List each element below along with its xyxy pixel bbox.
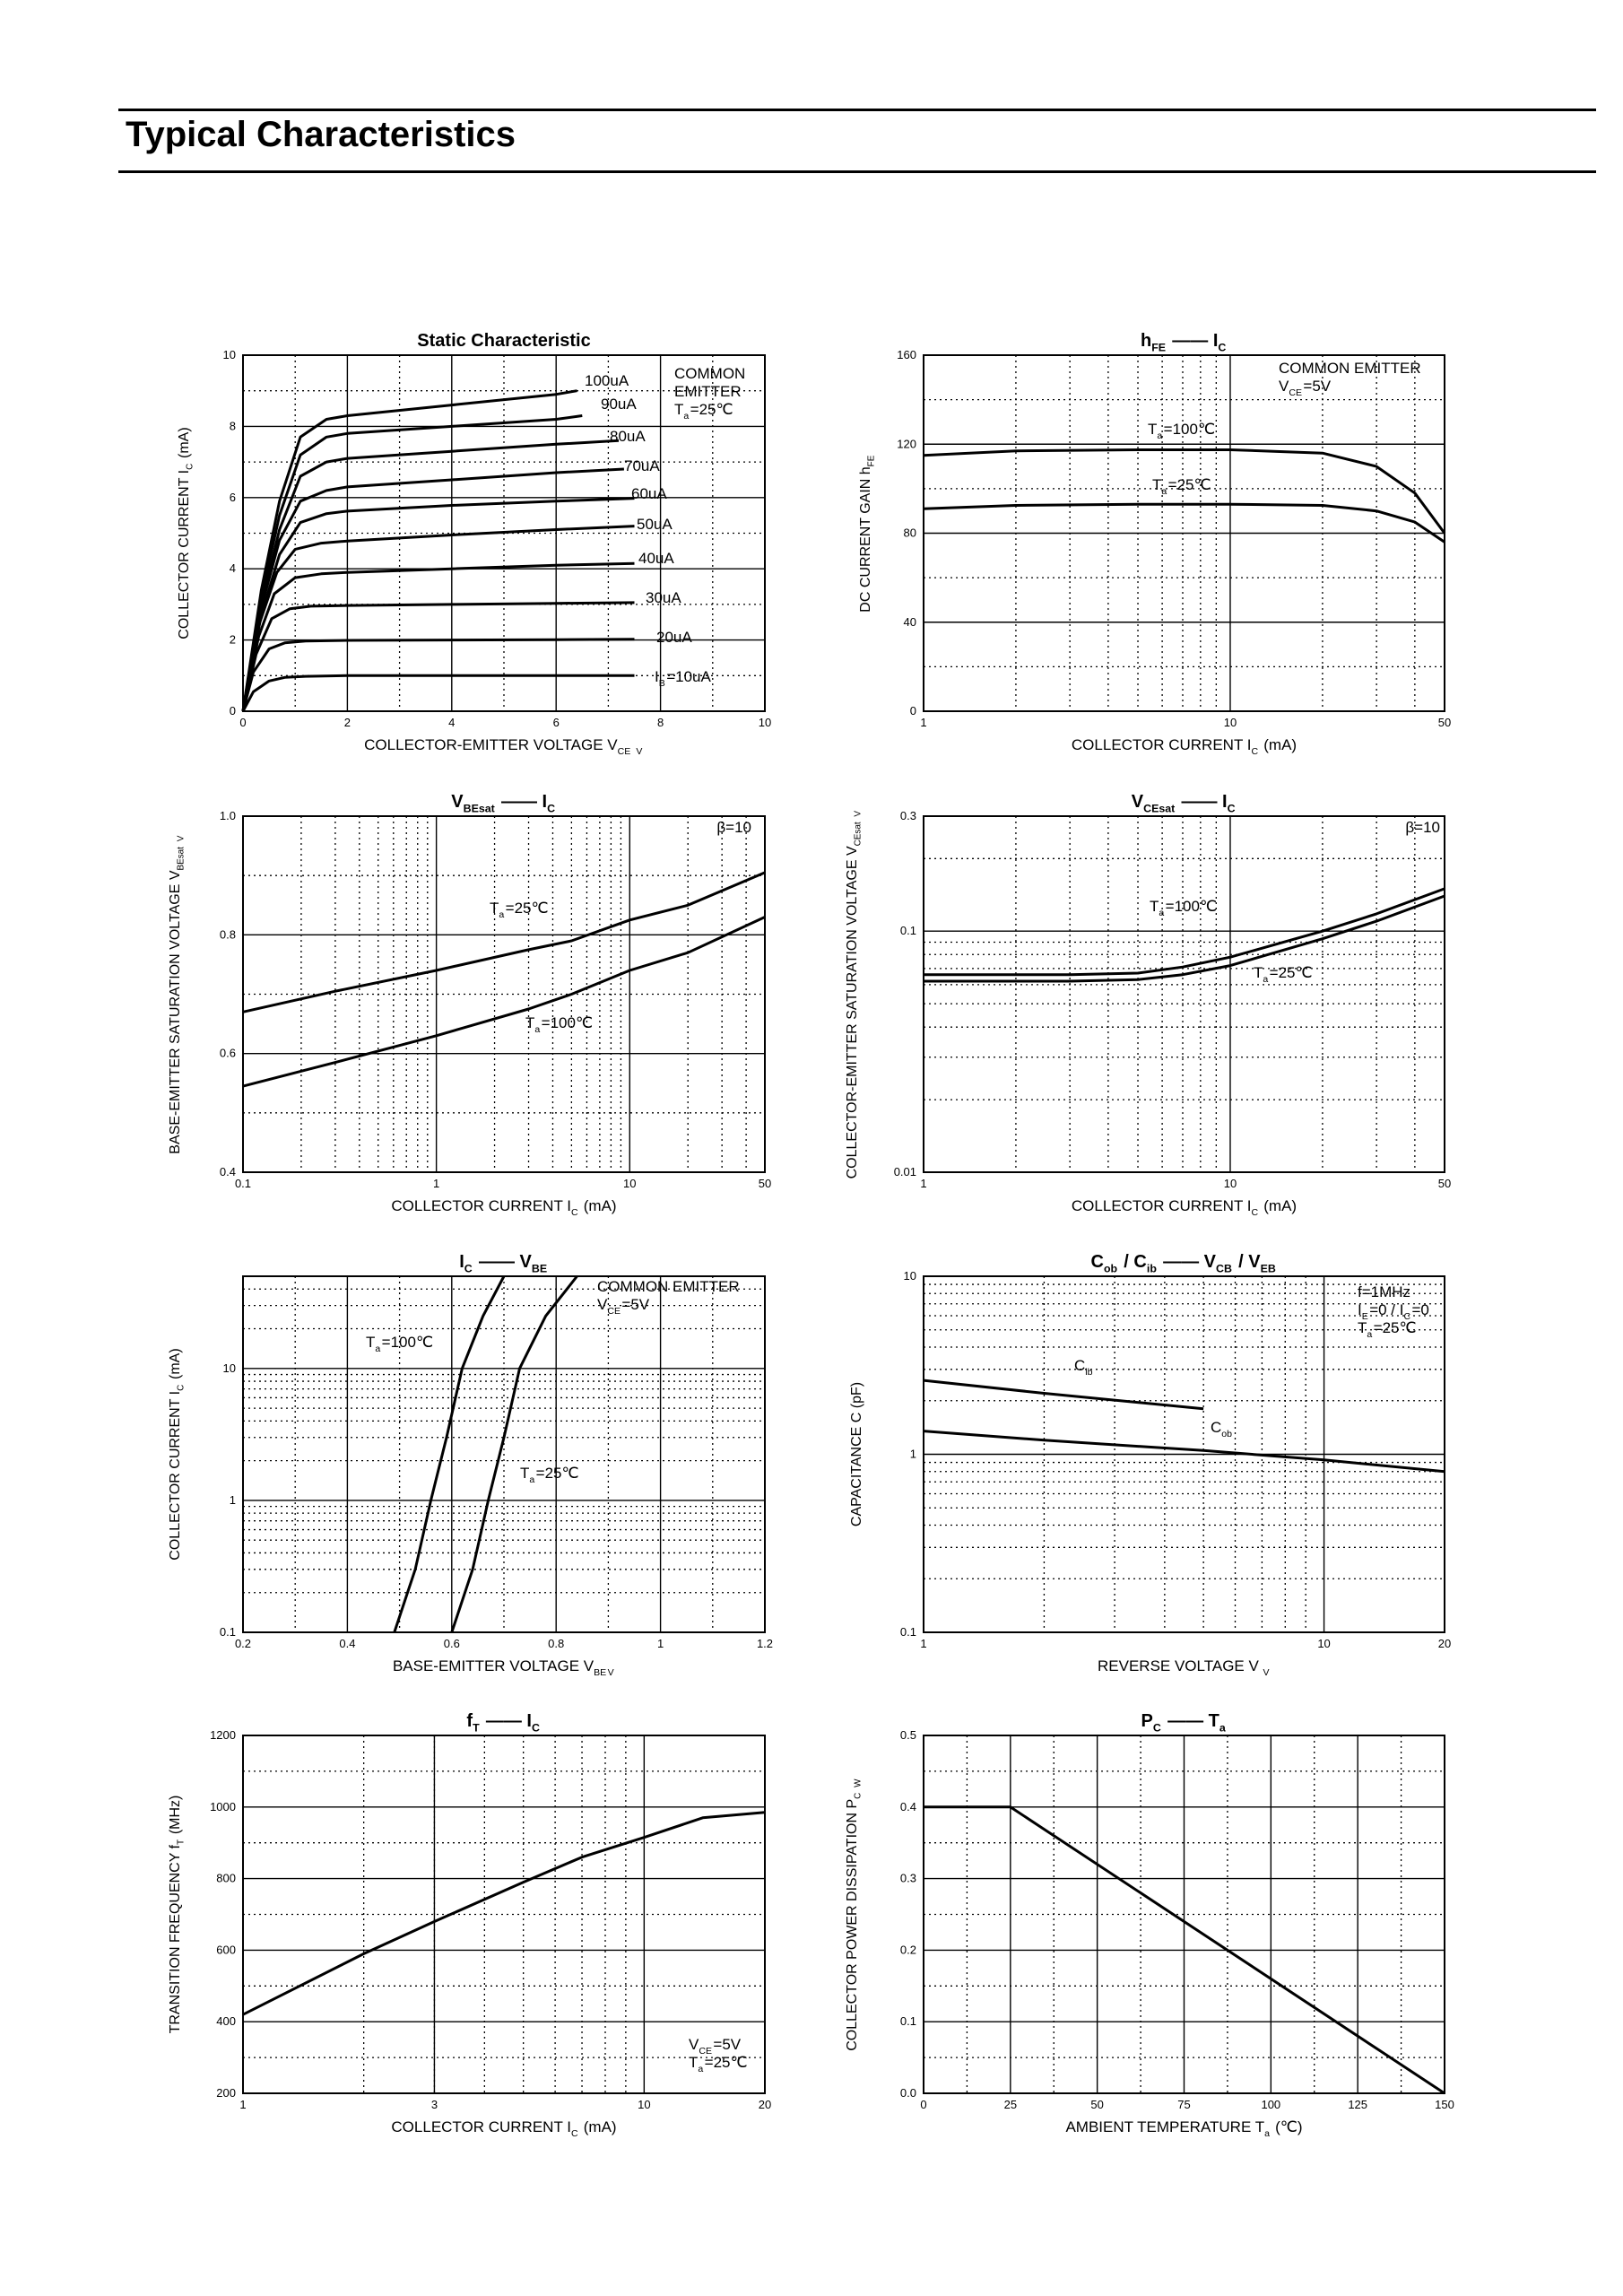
x-tick-label: 125: [1348, 2098, 1368, 2111]
chart-title: Static Characteristic: [417, 331, 591, 351]
x-tick-label: 50: [758, 1177, 772, 1190]
x-tick-label: 0: [239, 716, 247, 729]
series-line: [452, 1276, 577, 1632]
x-axis-label: AMBIENT TEMPERATURE $T_a$ (℃): [1065, 2118, 1303, 2139]
x-axis-label: COLLECTOR CURRENT $I_C$ (mA): [1071, 736, 1298, 757]
x-tick-label: 50: [1437, 716, 1452, 729]
chart-title: $P_C$ —— $T_a$: [1141, 1711, 1226, 1735]
x-tick-label: 1.2: [756, 1637, 774, 1650]
legend-text: $V_{CE}$ =5V: [597, 1296, 650, 1317]
x-tick-label: 50: [1437, 1177, 1452, 1190]
y-tick-label: 0.8: [219, 927, 236, 942]
y-tick-label: 160: [897, 348, 916, 361]
series-label: $T_a$ =25℃: [490, 900, 549, 920]
x-axis-label: COLLECTOR-EMITTER VOLTAGE $V_{CE}$ $_V$: [364, 736, 643, 757]
x-tick-label: 10: [1223, 1177, 1237, 1190]
x-axis-label: BASE-EMITTER VOLTAGE $V_{BE}$ $_V$: [392, 1657, 614, 1678]
x-tick-label: 4: [448, 716, 456, 729]
series-label: $T_a$ =100℃: [525, 1014, 594, 1035]
y-tick-label: 0.2: [899, 1943, 916, 1957]
y-tick-label: 10: [222, 348, 236, 361]
series-label: 60uA: [631, 485, 667, 502]
x-tick-label: 100: [1261, 2098, 1281, 2111]
y-tick-label: 1.0: [219, 809, 236, 822]
legend-text: $I_E$ $=0 / I_C$ =0: [1358, 1301, 1429, 1322]
y-tick-label: 0.01: [893, 1165, 916, 1178]
legend-text: β=10: [716, 819, 751, 836]
chart-title: $V_{BEsat}$ —— $I_C$: [451, 792, 556, 815]
y-tick-label: 8: [229, 419, 236, 433]
legend-text: COMMON EMITTER: [597, 1278, 740, 1295]
y-axis-label: DC CURRENT GAIN $h_{FE}$: [858, 455, 877, 613]
x-tick-label: 8: [656, 716, 664, 729]
x-axis-label: COLLECTOR CURRENT $I_C$ (mA): [1071, 1197, 1298, 1218]
y-tick-label: 800: [216, 1871, 236, 1885]
chart-title: $h_{FE}$ —— $I_C$: [1140, 331, 1227, 354]
series-label: $T_a$ =100℃: [366, 1334, 434, 1354]
chart-title: $I_C$ —— $V_{BE}$: [459, 1252, 548, 1275]
y-tick-label: 0.5: [899, 1728, 916, 1742]
y-tick-label: 6: [229, 490, 236, 504]
series-label: 20uA: [656, 629, 692, 646]
legend-text: COMMON: [674, 365, 746, 382]
y-tick-label: 2: [229, 632, 236, 647]
x-tick-label: 50: [1090, 2098, 1104, 2111]
y-tick-label: 400: [216, 2014, 236, 2029]
x-tick-label: 0.1: [234, 1177, 252, 1190]
y-axis-label: COLLECTOR POWER DISSIPATION $P_C$ $_W$: [845, 1779, 864, 2051]
y-tick-label: 40: [903, 614, 916, 629]
series-line: [924, 1431, 1445, 1472]
x-tick-label: 10: [623, 1177, 637, 1190]
plot-frame: [243, 1735, 765, 2093]
y-tick-label: 80: [903, 526, 916, 540]
y-tick-label: 1: [909, 1447, 916, 1461]
series-label: $I_B$ =10uA: [655, 668, 711, 689]
x-axis-label: REVERSE VOLTAGE V $_V$: [1098, 1657, 1270, 1678]
chart-title: $V_{CEsat}$ —— $I_C$: [1131, 792, 1236, 815]
series-line: [243, 526, 635, 711]
series-label: 50uA: [637, 516, 673, 533]
x-tick-label: 6: [552, 716, 560, 729]
series-line: [243, 563, 635, 711]
x-tick-label: 20: [758, 2098, 772, 2111]
y-tick-label: 0.1: [899, 2014, 916, 2029]
series-label: 30uA: [646, 589, 681, 606]
series-label: 100uA: [585, 372, 629, 389]
x-tick-label: 1: [239, 2098, 247, 2111]
y-tick-label: 4: [229, 561, 236, 576]
y-tick-label: 200: [216, 2086, 236, 2100]
chart-title: $f_T$ —— $I_C$: [466, 1711, 540, 1735]
series-label: 90uA: [601, 396, 637, 413]
y-tick-label: 1: [229, 1492, 236, 1507]
plot-frame: [924, 816, 1445, 1172]
series-label: $T_a$ =100℃: [1150, 898, 1218, 918]
y-tick-label: 0.1: [219, 1625, 236, 1639]
series-label: 70uA: [624, 457, 660, 474]
x-tick-label: 25: [1003, 2098, 1018, 2111]
y-tick-label: 10: [222, 1361, 236, 1375]
series-label: $C_{ob}$: [1211, 1419, 1232, 1439]
x-tick-label: 0.6: [443, 1637, 460, 1650]
y-tick-label: 0.4: [219, 1165, 236, 1178]
x-tick-label: 0.2: [234, 1637, 252, 1650]
series-line: [924, 1380, 1203, 1409]
y-axis-label: COLLECTOR CURRENT $I_C$ (mA): [177, 427, 195, 639]
series-label: 80uA: [610, 428, 646, 445]
y-axis-label: TRANSITION FREQUENCY $f_T$ (MHz): [168, 1795, 187, 2034]
y-tick-label: 0.1: [899, 1625, 916, 1639]
legend-text: $T_a$ =25℃: [1358, 1319, 1417, 1340]
x-tick-label: 3: [430, 2098, 438, 2111]
x-tick-label: 2: [343, 716, 352, 729]
y-tick-label: 1200: [210, 1728, 236, 1742]
series-line: [243, 1813, 765, 2014]
x-tick-label: 10: [1223, 716, 1237, 729]
x-tick-label: 10: [638, 2098, 651, 2111]
y-tick-label: 0.0: [899, 2086, 916, 2100]
series-label: $T_a$ =25℃: [1152, 476, 1211, 497]
legend-text: COMMON EMITTER: [1279, 360, 1421, 377]
series-line: [243, 918, 765, 1087]
x-tick-label: 75: [1177, 2098, 1191, 2111]
x-tick-label: 150: [1435, 2098, 1454, 2111]
x-tick-label: 0.8: [548, 1637, 565, 1650]
y-axis-label: BASE-EMITTER SATURATION VOLTAGE $V_{BEsat}$ $_V$: [168, 835, 187, 1154]
series-line: [243, 873, 765, 1012]
y-tick-label: 0.3: [899, 1871, 916, 1885]
series-line: [395, 1276, 504, 1632]
series-label: $T_a$ =100℃: [1148, 421, 1216, 441]
y-tick-label: 0.1: [899, 924, 916, 938]
page-title: Typical Characteristics: [126, 115, 516, 154]
y-tick-label: 0.3: [899, 809, 916, 822]
y-axis-label: COLLECTOR-EMITTER SATURATION VOLTAGE $V_{CEsat}$ $_V$: [845, 810, 864, 1179]
series-label: $C_{ib}$: [1074, 1357, 1093, 1378]
y-tick-label: 10: [903, 1269, 916, 1283]
x-tick-label: 1: [920, 1637, 927, 1650]
y-tick-label: 0.6: [219, 1046, 236, 1060]
series-label: $T_a$ =25℃: [1254, 964, 1313, 985]
y-tick-label: 120: [897, 437, 916, 451]
x-tick-label: 1: [433, 1177, 440, 1190]
y-tick-label: 0: [909, 704, 916, 718]
x-tick-label: 10: [758, 716, 772, 729]
legend-text: $T_a$ =25℃: [674, 401, 733, 422]
x-tick-label: 0: [920, 2098, 927, 2111]
legend-text: $T_a$ =25℃: [689, 2054, 748, 2074]
y-axis-label: CAPACITANCE C (pF): [849, 1381, 864, 1527]
x-tick-label: 10: [1317, 1637, 1331, 1650]
y-tick-label: 600: [216, 1943, 236, 1957]
series-line: [924, 504, 1445, 542]
y-axis-label: COLLECTOR CURRENT $I_C$ (mA): [168, 1348, 187, 1561]
legend-text: EMITTER: [674, 383, 742, 400]
legend-text: β=10: [1405, 819, 1440, 836]
y-tick-label: 1000: [210, 1799, 236, 1813]
legend-text: $V_{CE}$ =5V: [1279, 378, 1332, 398]
x-axis-label: COLLECTOR CURRENT $I_C$ (mA): [391, 1197, 617, 1218]
legend-text: $V_{CE}$ =5V: [689, 2036, 742, 2057]
x-tick-label: 0.4: [339, 1637, 356, 1650]
legend-text: f=1MHz: [1358, 1283, 1411, 1300]
y-tick-label: 0.4: [899, 1799, 916, 1813]
x-tick-label: 1: [656, 1637, 664, 1650]
x-tick-label: 20: [1437, 1637, 1452, 1650]
chart-title: $C_{ob}$ / $C_{ib}$ —— $V_{CB}$ / $V_{EB}$: [1090, 1252, 1276, 1275]
series-label: $T_a$ =25℃: [520, 1465, 579, 1485]
x-axis-label: COLLECTOR CURRENT $I_C$ (mA): [391, 2118, 617, 2139]
series-label: 40uA: [638, 550, 674, 567]
y-tick-label: 0: [229, 704, 236, 718]
x-tick-label: 1: [920, 1177, 927, 1190]
x-tick-label: 1: [920, 716, 927, 729]
series-line: [243, 675, 635, 711]
series-line: [243, 603, 635, 711]
